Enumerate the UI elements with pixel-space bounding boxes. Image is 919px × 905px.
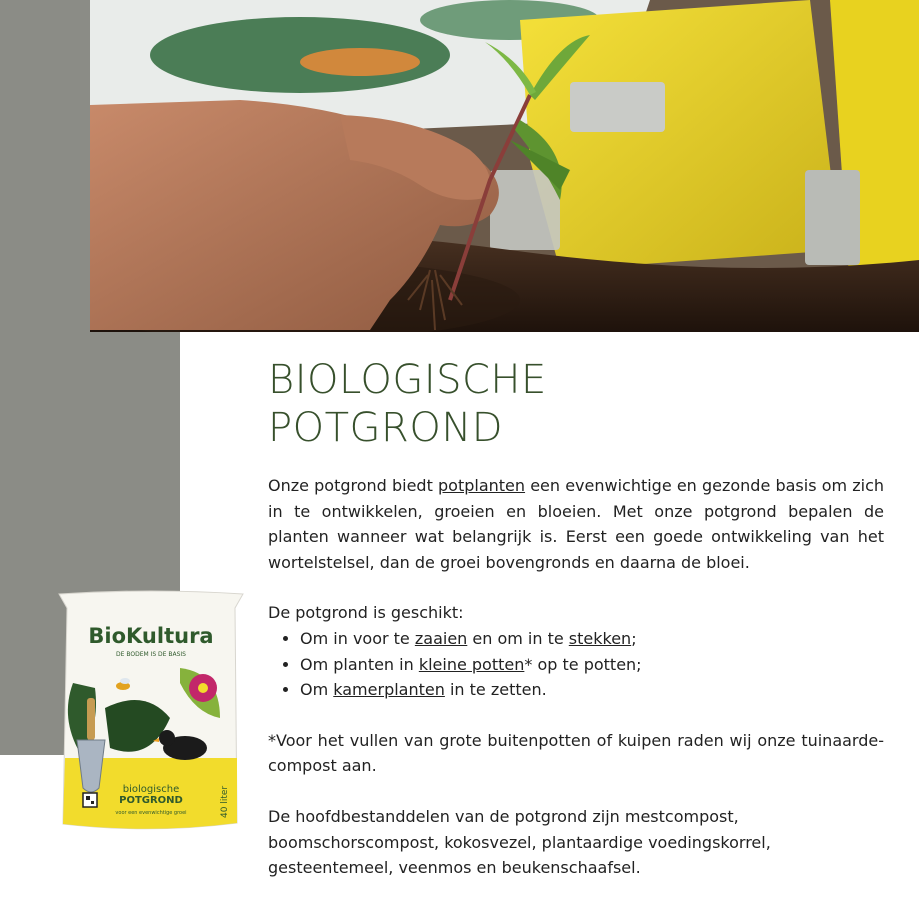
link-kamerplanten[interactable]: kamerplanten: [333, 680, 445, 700]
bag-brand: BioKultura: [88, 624, 214, 648]
list-item: [300, 652, 884, 678]
intro-text-rest: een evenwichtige en gezonde basis om zich in te ontwikkelen, groeien en bloeien. Met onze potgrond bepalen de planten wanneer wat belangrijk is. Eerst een goede ontwikkeling van het wortelstelsel, dan de groei bovengronds en daarna de bloei.: [268, 476, 884, 572]
title-line-2: POTGROND: [268, 405, 504, 451]
bag-subline: voor een evenwichtige groei: [115, 810, 187, 816]
item-text: * op te potten;: [524, 654, 642, 674]
footnote: *Voor het vullen van grote buitenpotten of kuipen raden wij onze tuinaarde-compost aan.: [268, 730, 884, 776]
item-text: Om planten in: [300, 654, 419, 674]
item-text: in te zetten.: [444, 680, 547, 700]
suitable-heading: De potgrond is geschikt:: [268, 603, 464, 623]
link-zaaien[interactable]: zaaien: [414, 628, 468, 648]
suitable-list: [268, 626, 884, 703]
bag-name-1: biologische: [122, 784, 180, 795]
bag-volume: 40 liter: [220, 785, 230, 818]
product-description: [268, 473, 884, 881]
item-text: Om: [300, 680, 334, 700]
item-text: en om in te: [467, 628, 569, 648]
item-text: ;: [631, 628, 637, 648]
ingredients-paragraph: De hoofdbestanddelen van de potgrond zijn mestcompost, boomschorscompost, kokosvezel, plantaardige voedingskorrel, gesteentemeel, veenmos en beukenschaafsel.: [268, 806, 771, 878]
link-stekken[interactable]: stekken: [568, 628, 632, 648]
intro-paragraph: [268, 473, 884, 575]
item-text: Om in voor te: [300, 628, 415, 648]
link-potplanten[interactable]: potplanten: [438, 476, 526, 495]
bag-name-2: POTGROND: [119, 795, 183, 806]
link-kleine-potten[interactable]: kleine potten: [418, 654, 525, 674]
list-item: [300, 626, 884, 652]
list-item: [300, 677, 884, 703]
product-bag-image: [55, 588, 247, 833]
hero-photo: [90, 0, 919, 332]
bag-tagline: DE BODEM IS DE BASIS: [116, 651, 186, 658]
page-title: [268, 356, 788, 452]
intro-text-start: Onze potgrond biedt: [268, 476, 439, 495]
title-line-1: BIOLOGISCHE: [268, 357, 547, 403]
